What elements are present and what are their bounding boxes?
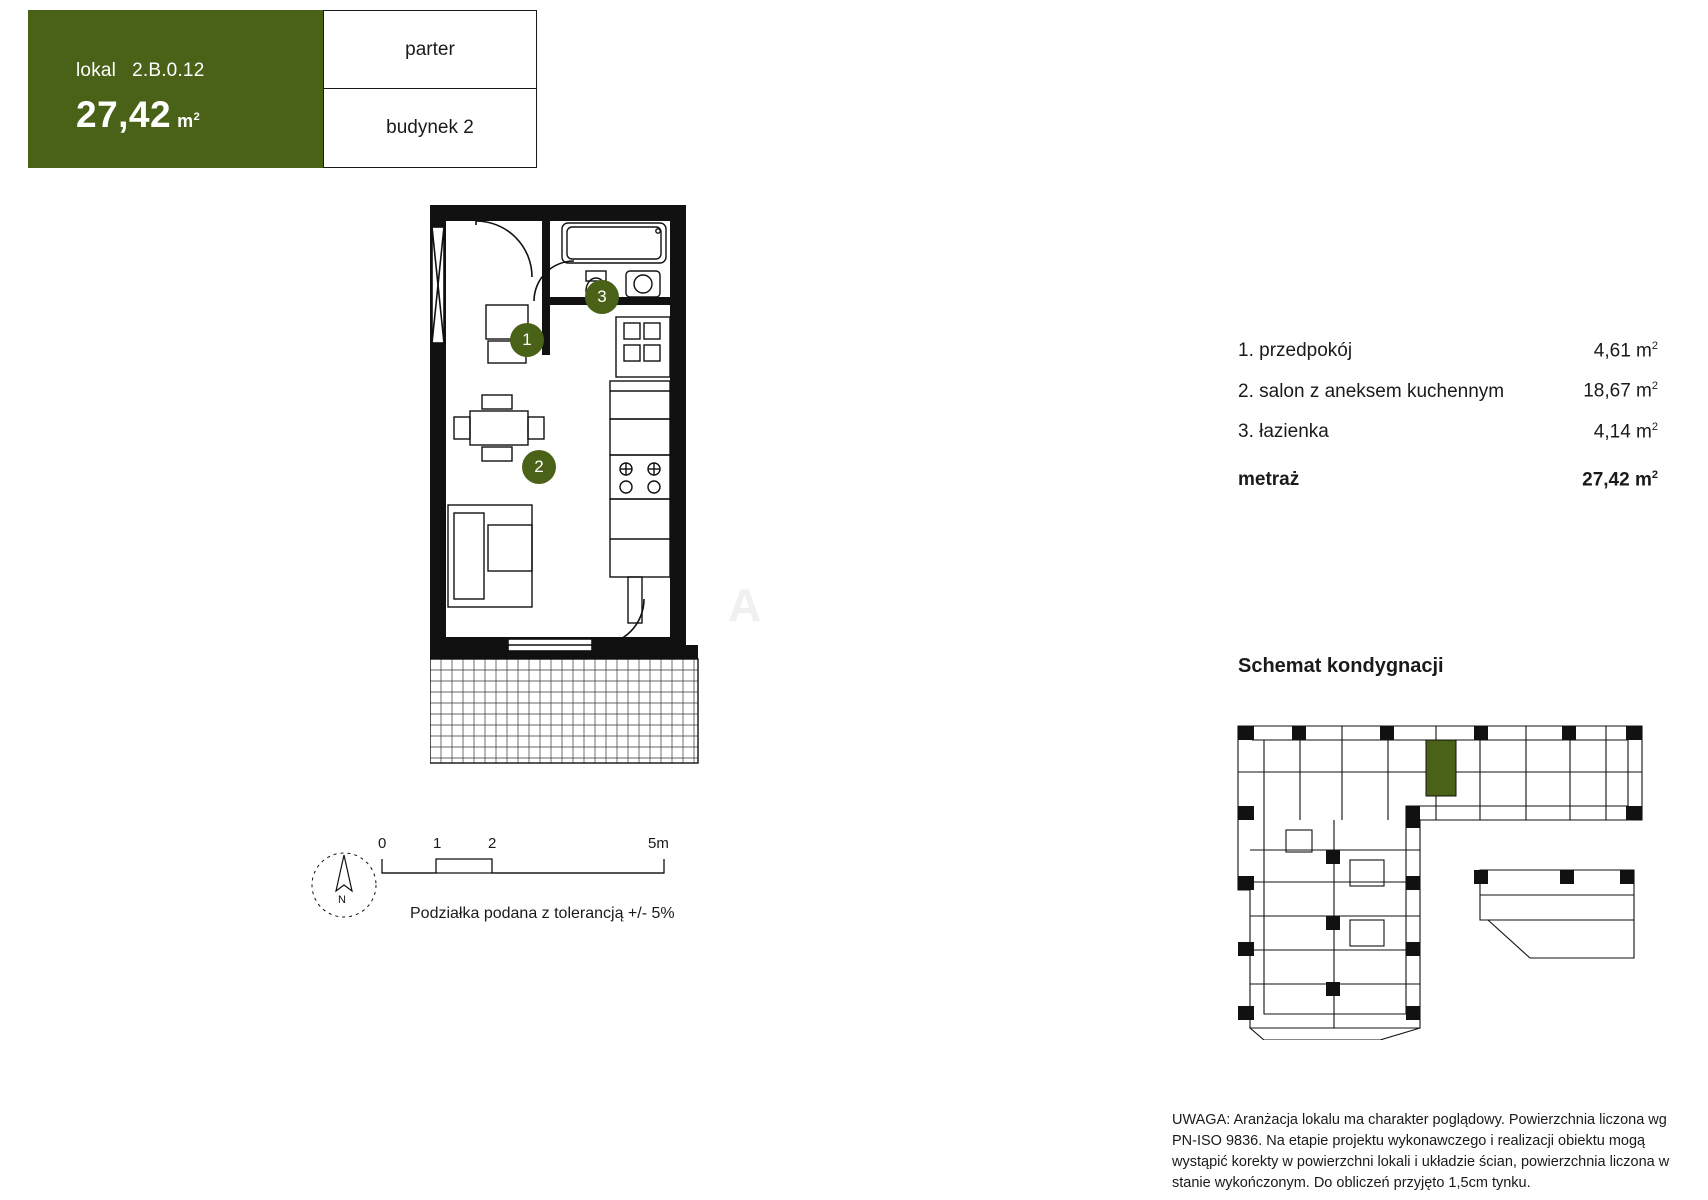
floor-cell (323, 10, 537, 89)
floorplan-svg (430, 205, 720, 765)
room-area: 4,61 $m^2$ (1593, 340, 1658, 362)
scale-note: Podziałka podana z tolerancją +/- 5% (410, 905, 675, 922)
room-row (1238, 340, 1658, 362)
watermark: A (728, 579, 762, 631)
scale-tick-1: 1 (433, 835, 442, 852)
doors (476, 221, 644, 645)
room-name: 2. salon z aneksem kuchennym (1238, 380, 1505, 402)
area-value: 27,42 (76, 94, 172, 135)
room-marker-2 (522, 450, 556, 484)
total-area-row (1238, 469, 1658, 491)
kitchen-fixtures (610, 317, 670, 623)
room-marker-3-label: 3 (597, 287, 607, 306)
room-marker-1 (510, 323, 544, 357)
room-name: 3. łazienka (1238, 420, 1329, 442)
room-area: 18,67 $m^2$ (1583, 380, 1658, 402)
room-marker-2-label: 2 (534, 457, 544, 476)
scale-bar (378, 855, 678, 877)
lokal-label: lokal (76, 60, 117, 81)
highlighted-unit (1426, 740, 1456, 796)
scale-block (310, 835, 730, 922)
scale-tick-3: 5m (648, 835, 669, 852)
scale-tick-0: 0 (378, 835, 387, 852)
total-label: metraż (1238, 469, 1300, 491)
compass-icon (304, 845, 384, 925)
building-label: budynek 2 (386, 117, 474, 138)
room-list (1238, 340, 1658, 509)
floorplan-drawing (430, 205, 730, 765)
room-row (1238, 421, 1658, 443)
room-marker-3 (585, 280, 619, 314)
room-row (1238, 380, 1658, 402)
header-badge (28, 10, 537, 168)
room-name: 1. przedpokój (1238, 340, 1353, 362)
schemat-kondygnacji (1230, 710, 1650, 1045)
scale-tick-labels (378, 835, 678, 855)
lokal-code: 2.B.0.12 (132, 60, 205, 81)
scale-tick-2: 2 (488, 835, 497, 852)
room-marker-1-label: 1 (522, 330, 532, 349)
disclaimer-note: UWAGA: Aranżacja lokalu ma charakter poglądowy. Powierzchnia liczona wg PN-ISO 9836. Na etapie projektu wykonawczego i realizacji obiektu mogą wystąpić korekty w powierzchni lokali i układzie ścian, powierzchnia liczona w stanie wykończonym. Do obliczeń przyjęto 1,5cm tynku. (1172, 1112, 1670, 1192)
building-layout-svg (1230, 710, 1650, 1040)
floor-label: parter (405, 38, 455, 60)
building-cell (323, 89, 537, 168)
header-apartment-block (28, 10, 323, 168)
balcony-terrace (430, 659, 698, 763)
area-unit: $m^2$ (177, 111, 201, 131)
living-furniture (448, 395, 544, 607)
room-area: 4,14 $m^2$ (1593, 420, 1658, 442)
header-meta-block (323, 10, 537, 168)
total-value: 27,42 $m^2$ (1582, 468, 1658, 491)
apartment-label-row (76, 60, 323, 82)
schemat-title: Schemat kondygnacji (1238, 655, 1444, 677)
apartment-area (76, 94, 323, 136)
svg-text:N: N (338, 894, 346, 906)
